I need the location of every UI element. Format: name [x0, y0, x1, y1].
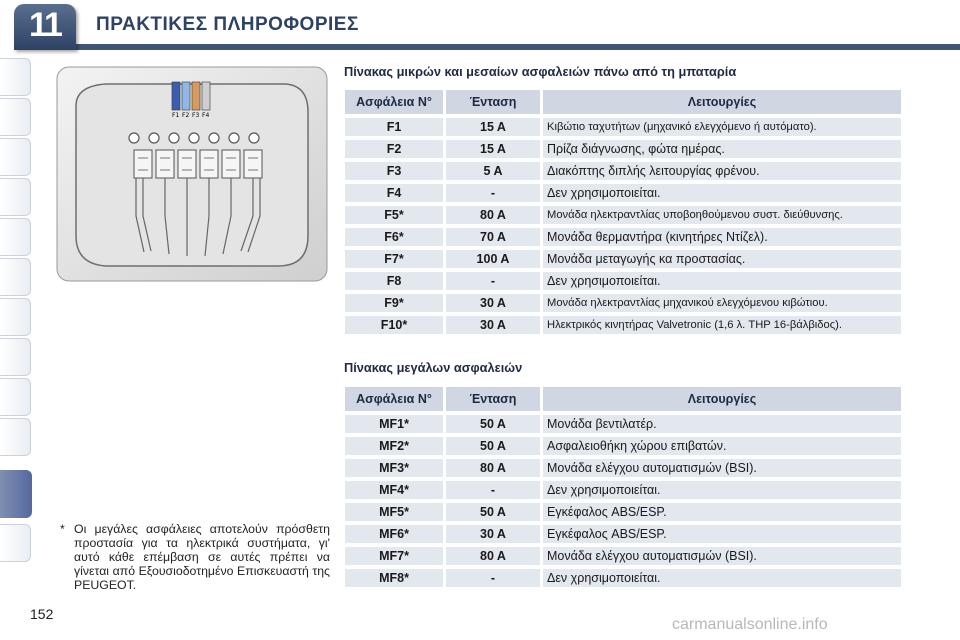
table-row [345, 206, 901, 224]
function-cell: Δεν χρησιμοποιείται. [543, 184, 901, 202]
current-cell: - [446, 272, 540, 290]
fuse-number-cell: F3 [345, 162, 443, 180]
fuse-number-cell: F9* [345, 294, 443, 312]
table-row [345, 250, 901, 268]
side-tab[interactable] [0, 298, 31, 336]
function-cell: Διακόπτης διπλής λειτουργίας φρένου. [543, 162, 901, 180]
fuse-label-f3: F3 [192, 112, 200, 119]
chapter-number: 11 [29, 6, 61, 44]
table-row [345, 184, 901, 202]
fuse-number-cell: F5* [345, 206, 443, 224]
fuse-label-f4: F4 [202, 112, 210, 119]
table-row [345, 437, 901, 455]
table-row [345, 316, 901, 334]
column-header-fuse: Ασφάλεια N° [345, 387, 443, 411]
fuse-number-cell: F1 [345, 118, 443, 136]
column-header-current: Ένταση [446, 90, 540, 114]
fuse-f1-shape [172, 82, 180, 110]
small-fuses-title: Πίνακας μικρών και μεσαίων ασφαλειών πάνω από τη μπαταρία [344, 64, 737, 79]
function-cell: Μονάδα θερμαντήρα (κινητήρες Ντίζελ). [543, 228, 901, 246]
side-tab[interactable] [0, 138, 31, 176]
fuse-number-cell: MF2* [345, 437, 443, 455]
side-tab[interactable] [0, 258, 31, 296]
table-row [345, 118, 901, 136]
fuse-number-cell: F10* [345, 316, 443, 334]
header-rule [76, 44, 960, 50]
current-cell: 80 A [446, 547, 540, 565]
column-header-functions: Λειτουργίες [543, 90, 901, 114]
fuse-number-cell: F8 [345, 272, 443, 290]
function-cell: Πρίζα διάγνωσης, φώτα ημέρας. [543, 140, 901, 158]
fuse-number-cell: MF3* [345, 459, 443, 477]
fuse-f2-shape [182, 82, 190, 110]
function-cell: Μονάδα μεταγωγής κα προστασίας. [543, 250, 901, 268]
table-row [345, 481, 901, 499]
current-cell: - [446, 184, 540, 202]
current-cell: 30 A [446, 294, 540, 312]
chapter-title: ΠΡΑΚΤΙΚΕΣ ΠΛΗΡΟΦΟΡΙΕΣ [96, 14, 359, 35]
function-cell: Μονάδα ελέγχου αυτοματισμών (BSI). [543, 459, 901, 477]
fuse-box-diagram [56, 66, 328, 282]
side-tab[interactable] [0, 524, 31, 562]
fuse-number-cell: MF6* [345, 525, 443, 543]
large-fuses-title: Πίνακας μεγάλων ασφαλειών [344, 360, 523, 375]
table-row [345, 294, 901, 312]
small-fuses-table [342, 86, 904, 338]
side-tab[interactable] [0, 418, 31, 456]
function-cell: Εγκέφαλος ABS/ESP. [543, 503, 901, 521]
current-cell: 50 A [446, 437, 540, 455]
function-cell: Δεν χρησιμοποιείται. [543, 272, 901, 290]
fuse-label-f1: F1 [172, 112, 180, 119]
current-cell: 30 A [446, 525, 540, 543]
table-row [345, 272, 901, 290]
side-chapter-tabs [0, 58, 32, 578]
fuse-number-cell: F4 [345, 184, 443, 202]
function-cell: Δεν χρησιμοποιείται. [543, 481, 901, 499]
fuse-number-cell: MF7* [345, 547, 443, 565]
current-cell: 80 A [446, 206, 540, 224]
table-header-row [345, 90, 901, 114]
table-row [345, 228, 901, 246]
footnote-text: Οι μεγάλες ασφάλειες αποτελούν πρόσθετη προστασία για τα ηλεκτρικά συστήματα, γι' αυτό κάθε επέμβαση σε αυτές πρέπει να γίνεται από Εξουσιοδοτημένο Επισκευαστή της PEUGEOT. [74, 522, 330, 592]
footnote [60, 522, 330, 592]
table-row [345, 525, 901, 543]
table-row [345, 547, 901, 565]
function-cell: Δεν χρησιμοποιείται. [543, 569, 901, 587]
chapter-badge [14, 4, 76, 50]
fuse-f3-shape [192, 82, 200, 110]
column-header-fuse: Ασφάλεια N° [345, 90, 443, 114]
watermark: carmanualsonline.info [672, 616, 828, 633]
fuse-label-f2: F2 [182, 112, 190, 119]
fuse-number-cell: MF4* [345, 481, 443, 499]
current-cell: - [446, 481, 540, 499]
table-row [345, 459, 901, 477]
fuse-number-cell: F6* [345, 228, 443, 246]
side-tab[interactable] [0, 378, 31, 416]
fuse-number-cell: MF8* [345, 569, 443, 587]
column-header-functions: Λειτουργίες [543, 387, 901, 411]
side-tab-active[interactable] [0, 470, 32, 518]
current-cell: 70 A [446, 228, 540, 246]
side-tab[interactable] [0, 58, 31, 96]
side-tab[interactable] [0, 98, 31, 136]
function-cell: Μονάδα ελέγχου αυτοματισμών (BSI). [543, 547, 901, 565]
current-cell: 50 A [446, 503, 540, 521]
current-cell: 5 A [446, 162, 540, 180]
function-cell: Εγκέφαλος ABS/ESP. [543, 525, 901, 543]
function-cell: Ασφαλειοθήκη χώρου επιβατών. [543, 437, 901, 455]
current-cell: 30 A [446, 316, 540, 334]
table-row [345, 569, 901, 587]
page-number: 152 [30, 606, 54, 622]
column-header-current: Ένταση [446, 387, 540, 411]
function-cell: Μονάδα βεντιλατέρ. [543, 415, 901, 433]
current-cell: 15 A [446, 118, 540, 136]
function-cell: Μονάδα ηλεκτραντλίας μηχανικού ελεγχόμενου κιβώτιου. [543, 294, 901, 312]
table-row [345, 162, 901, 180]
fuse-number-cell: F7* [345, 250, 443, 268]
current-cell: 15 A [446, 140, 540, 158]
table-row [345, 140, 901, 158]
fuse-number-cell: MF5* [345, 503, 443, 521]
page-header [0, 0, 960, 50]
function-cell: Ηλεκτρικός κινητήρας Valvetronic (1,6 λ. THP 16-βάλβιδος). [543, 316, 901, 334]
function-cell: Μονάδα ηλεκτραντλίας υποβοηθούμενου συστ. διεύθυνσης. [543, 206, 901, 224]
side-tab[interactable] [0, 218, 31, 256]
current-cell: 100 A [446, 250, 540, 268]
large-fuses-table [342, 383, 904, 591]
fuse-number-cell: F2 [345, 140, 443, 158]
table-row [345, 503, 901, 521]
footnote-marker: * [60, 522, 65, 536]
function-cell: Κιβώτιο ταχυτήτων (μηχανικό ελεγχόμενο ή αυτόματο). [543, 118, 901, 136]
table-header-row [345, 387, 901, 411]
current-cell: 50 A [446, 415, 540, 433]
current-cell: - [446, 569, 540, 587]
table-row [345, 415, 901, 433]
fuse-number-cell: MF1* [345, 415, 443, 433]
side-tab[interactable] [0, 338, 31, 376]
fuse-f4-shape [202, 82, 210, 110]
side-tab[interactable] [0, 178, 31, 216]
current-cell: 80 A [446, 459, 540, 477]
